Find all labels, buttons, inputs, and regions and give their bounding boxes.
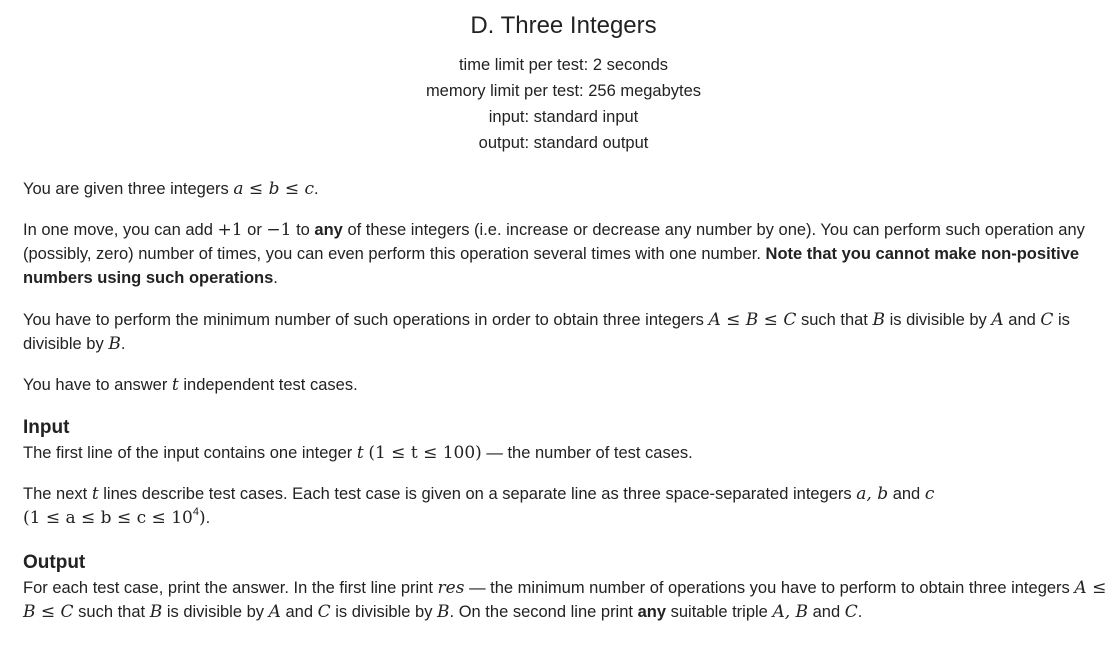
output-paragraph-1: For each test case, print the answer. In the first line print res — the minimum number of operations you have to perform to obtain three integers A ≤ B ≤ C such that B is divisible by A and C is divisible by B. On the second line print any suitable triple A, B and C. [23, 578, 1107, 622]
input-heading: Input [23, 417, 70, 438]
output-source: output: standard output [478, 134, 649, 152]
problem-title: D. Three Integers [470, 12, 657, 39]
input-source: input: standard input [488, 108, 639, 126]
time-limit: time limit per test: 2 seconds [458, 56, 669, 74]
statement-paragraph-2: In one move, you can add +1 or −1 to any of these integers (i.e. increase or decrease any number by one). You can perform such operation any (possibly, zero) number of times, you can even perform this operation several times with one number. Note that you cannot make non-positive numbers using such operations. [23, 220, 1085, 287]
statement-paragraph-1: You are given three integers a ≤ b ≤ c. [23, 179, 319, 199]
problem-header [0, 12, 1108, 156]
input-paragraph-2: The next t lines describe test cases. Each test case is given on a separate line as three space-separated integers a, b and c $(1 \le a \le b \le c \le 10^4)$. [23, 484, 935, 528]
output-heading: Output [23, 552, 86, 573]
input-paragraph-1: The first line of the input contains one integer t (1 ≤ t ≤ 100) — the number of test cases. [23, 443, 693, 463]
statement-paragraph-3: You have to perform the minimum number of such operations in order to obtain three integers A ≤ B ≤ C such that B is divisible by A and C is divisible by B. [23, 310, 1070, 354]
memory-limit: memory limit per test: 256 megabytes [425, 82, 702, 100]
statement-paragraph-4: You have to answer t independent test cases. [23, 375, 358, 395]
